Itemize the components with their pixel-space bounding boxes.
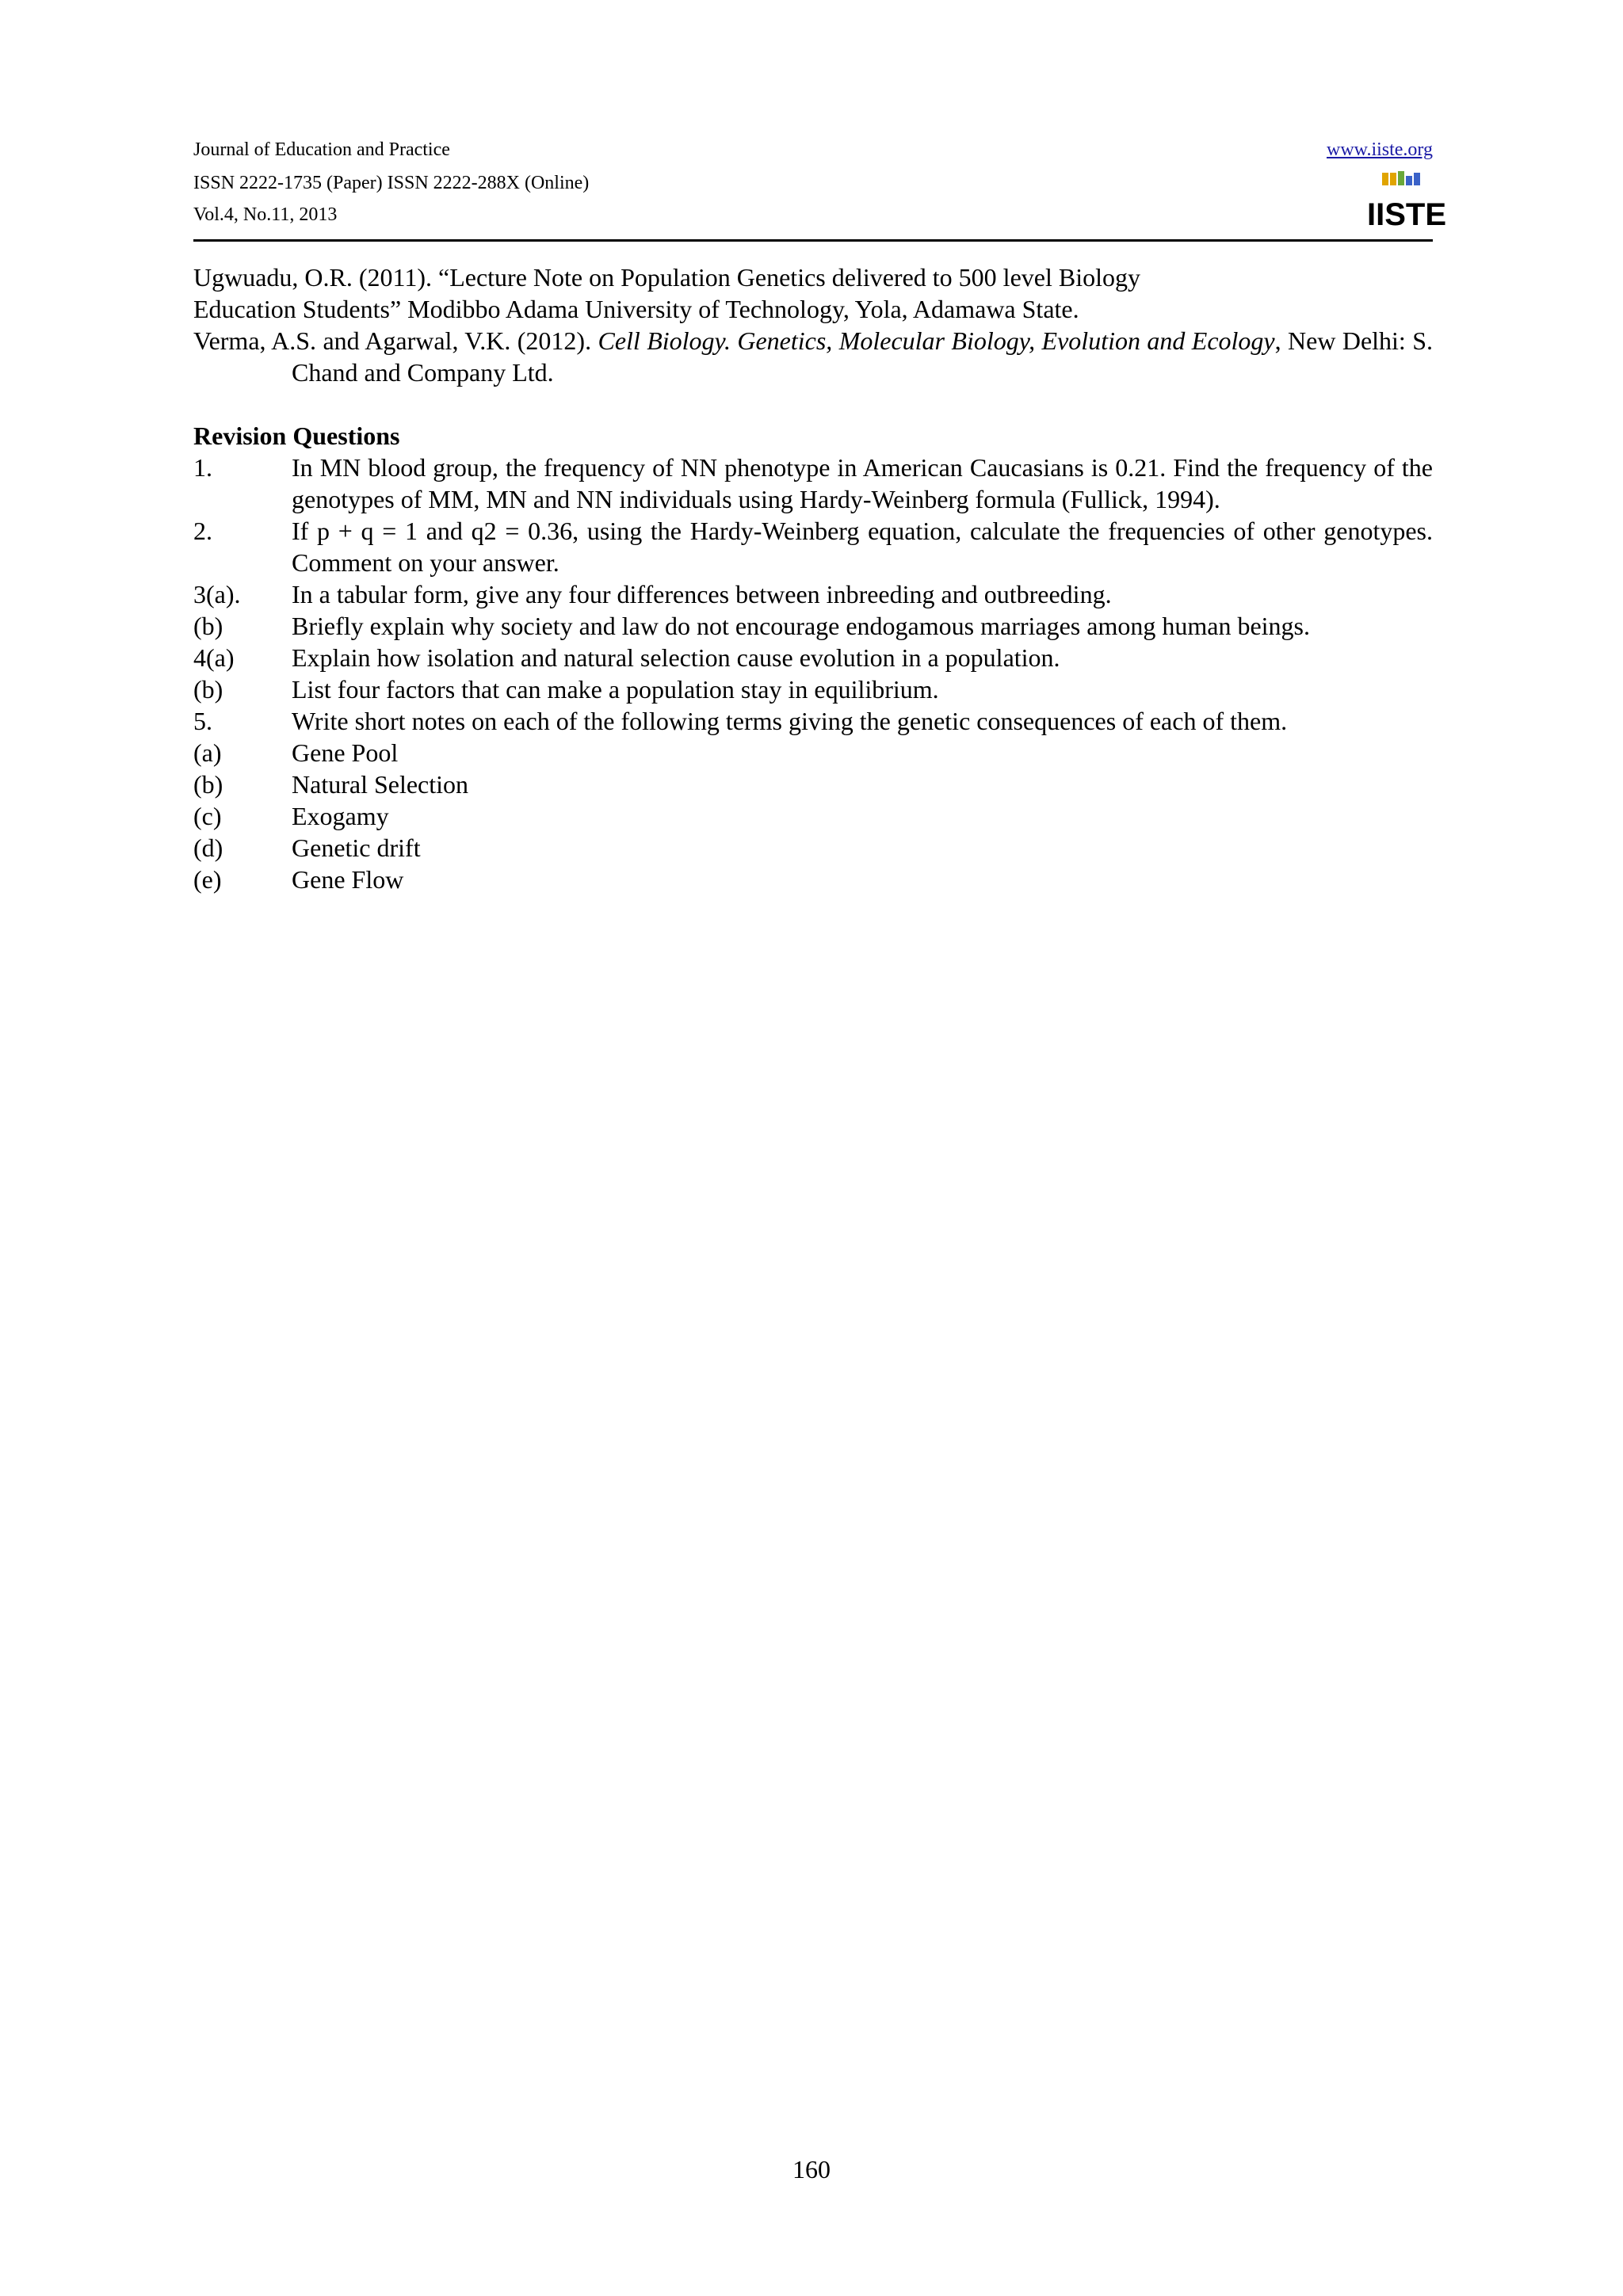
issn-line: ISSN 2222-1735 (Paper) ISSN 2222-288X (Online) bbox=[193, 173, 590, 193]
page-content bbox=[193, 261, 1433, 895]
journal-url-link[interactable]: www.iiste.org bbox=[1327, 139, 1433, 160]
question-text: Gene Pool bbox=[292, 738, 399, 767]
iiste-logo bbox=[1366, 170, 1447, 233]
question-number: 5. bbox=[193, 707, 212, 735]
section-heading: Revision Questions bbox=[193, 421, 400, 450]
question-number: 1. bbox=[193, 453, 212, 482]
question-item bbox=[193, 737, 1433, 769]
question-item bbox=[193, 610, 1433, 642]
question-item bbox=[193, 642, 1433, 673]
question-number: (d) bbox=[193, 833, 223, 862]
question-item bbox=[193, 832, 1433, 864]
question-item bbox=[193, 673, 1433, 705]
question-text: Write short notes on each of the following terms giving the genetic consequences of each of them. bbox=[292, 707, 1288, 735]
question-number: 4(a) bbox=[193, 643, 235, 672]
question-item bbox=[193, 515, 1433, 578]
question-text: In MN blood group, the frequency of NN phenotype in American Caucasians is 0.21. Find the frequency of the genotypes of MM, MN and NN individuals using Hardy-Weinberg formula (Fullick, 1994). bbox=[292, 453, 1433, 513]
question-item bbox=[193, 769, 1433, 800]
page-header bbox=[193, 135, 1447, 242]
reference-entry bbox=[193, 261, 1433, 325]
question-number: 2. bbox=[193, 517, 212, 545]
question-text: Exogamy bbox=[292, 802, 389, 830]
question-item bbox=[193, 705, 1433, 737]
question-text: List four factors that can make a population stay in equilibrium. bbox=[292, 675, 939, 704]
question-number: (e) bbox=[193, 865, 222, 894]
question-number: (b) bbox=[193, 770, 223, 799]
reference-title: Cell Biology. Genetics, Molecular Biology, Evolution and Ecology bbox=[598, 326, 1275, 355]
question-item bbox=[193, 800, 1433, 832]
question-number: (a) bbox=[193, 738, 222, 767]
question-text: Natural Selection bbox=[292, 770, 469, 799]
reference-line: Education Students” Modibbo Adama University of Technology, Yola, Adamawa State. bbox=[193, 295, 1079, 323]
question-text: Gene Flow bbox=[292, 865, 404, 894]
reference-publisher: , New Delhi: S. Chand and Company Ltd. bbox=[292, 326, 1434, 387]
question-text: Explain how isolation and natural selection cause evolution in a population. bbox=[292, 643, 1060, 672]
question-number: (c) bbox=[193, 802, 222, 830]
svg-text:IISTE: IISTE bbox=[1366, 197, 1447, 232]
reference-entry bbox=[193, 325, 1433, 388]
question-text: Genetic drift bbox=[292, 833, 421, 862]
reference-authors: Verma, A.S. and Agarwal, V.K. (2012). bbox=[193, 326, 598, 355]
question-text: If p + q = 1 and q2 = 0.36, using the Hardy-Weinberg equation, calculate the frequencies of other genotypes. Comment on your answer. bbox=[292, 517, 1433, 577]
question-text: In a tabular form, give any four differences between inbreeding and outbreeding. bbox=[292, 580, 1112, 608]
page-number: 160 bbox=[792, 2155, 831, 2183]
reference-line: Ugwuadu, O.R. (2011). “Lecture Note on Population Genetics delivered to 500 level Biology bbox=[193, 263, 1140, 292]
question-number: 3(a). bbox=[193, 580, 241, 608]
volume-line: Vol.4, No.11, 2013 bbox=[193, 204, 338, 225]
question-number: (b) bbox=[193, 675, 223, 704]
question-item bbox=[193, 864, 1433, 895]
question-item bbox=[193, 578, 1433, 610]
journal-name: Journal of Education and Practice bbox=[193, 139, 450, 160]
question-item bbox=[193, 452, 1433, 515]
question-text: Briefly explain why society and law do not encourage endogamous marriages among human beings. bbox=[292, 612, 1310, 640]
question-number: (b) bbox=[193, 612, 223, 640]
